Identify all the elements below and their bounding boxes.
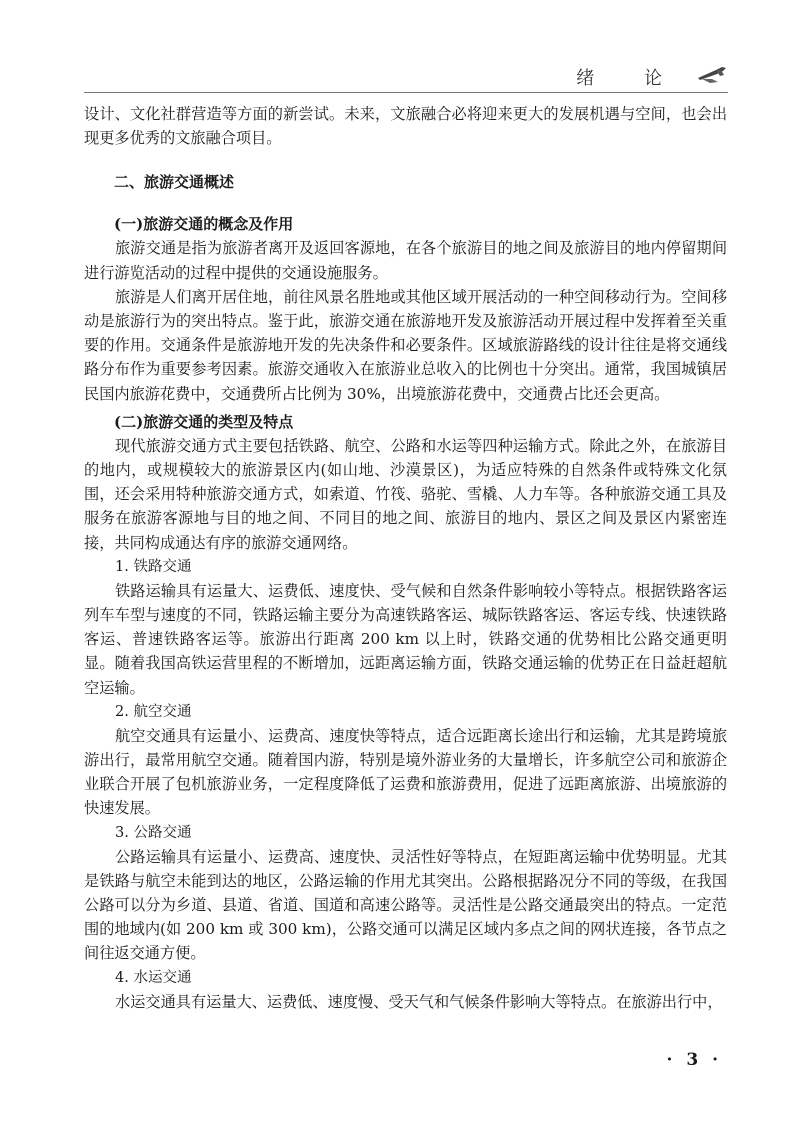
pen-icon bbox=[696, 64, 728, 86]
paragraph-role: 旅游是人们离开居住地，前往风景名胜地或其他区域开展活动的一种空间移动行为。空间移动是旅游行为的突出特点。鉴于此，旅游交通在旅游地开发及旅游活动开展过程中发挥着至关重要的作用。交通条件是旅游地开发的先决条件和必要条件。区域旅游路线的设计往往是将交通线路分布作为重要参考因素。旅游交通收入在旅游业总收入的比例也十分突出。通常，我国城镇居民国内旅游花费中，交通费所占比例为 30%，出境旅游花费中，交通费占比还会更高。 bbox=[84, 287, 727, 403]
running-header bbox=[84, 60, 728, 93]
subsection-heading-types: (二)旅游交通的类型及特点 bbox=[114, 412, 294, 431]
paragraph-highway: 公路运输具有运量小、运费高、速度快、灵活性好等特点，在短距离运输中优势明显。尤其是铁路与航空未能到达的地区，公路运输的作用尤其突出。公路根据路况分不同的等级，在我国公路可以分为乡道、县道、省道、国道和高速公路等。灵活性是公路交通最突出的特点。一定范围的地域内(如 200 km 或 300 km)，公路交通可以满足区域内多点之间的网状连接，各节点之间往返交通方便。 bbox=[84, 847, 727, 963]
paragraph-definition: 旅游交通是指为旅游者离开及返回客源地，在各个旅游目的地之间及旅游目的地内停留期间进行游览活动的过程中提供的交通设施服务。 bbox=[84, 239, 727, 282]
paragraph-types: 现代旅游交通方式主要包括铁路、航空、公路和水运等四种运输方式。除此之外，在旅游目的地内，或规模较大的旅游景区内(如山地、沙漠景区)，为适应特殊的自然条件或特殊文化氛围，还会采用特种旅游交通方式，如索道、竹筏、骆驼、雪橇、人力车等。各种旅游交通工具及服务在旅游客源地与目的地之间、不同目的地之间、旅游目的地内、景区之间及景区内紧密连接，共同构成通达有序的旅游交通网络。 bbox=[84, 436, 727, 552]
item-heading-waterway: 4. 水运交通 bbox=[115, 969, 192, 986]
page-number: · 3 · bbox=[666, 1050, 722, 1070]
item-heading-highway: 3. 公路交通 bbox=[115, 824, 192, 841]
page-body bbox=[84, 102, 727, 1014]
paragraph-continuation: 设计、文化社群营造等方面的新尝试。未来，文旅融合必将迎来更大的发展机遇与空间，也会出现更多优秀的文旅融合项目。 bbox=[84, 105, 727, 148]
item-heading-railway: 1. 铁路交通 bbox=[115, 558, 192, 575]
section-heading: 二、旅游交通概述 bbox=[114, 173, 235, 192]
subsection-heading-concept: (一)旅游交通的概念及作用 bbox=[114, 215, 294, 234]
paragraph-railway: 铁路运输具有运量大、运费低、速度快、受气候和自然条件影响较小等特点。根据铁路客运列车车型与速度的不同，铁路运输主要分为高速铁路客运、城际铁路客运、客运专线、快速铁路客运、普速铁路客运等。旅游出行距离 200 km 以上时，铁路交通的优势相比公路交通更明显。随着我国高铁运营里程的不断增加，远距离运输方面，铁路交通运输的优势正在日益赶超航空运输。 bbox=[84, 581, 727, 697]
paragraph-waterway: 水运交通具有运量大、运费低、速度慢、受天气和气候条件影响大等特点。在旅游出行中， bbox=[115, 992, 723, 1011]
item-heading-aviation: 2. 航空交通 bbox=[115, 703, 192, 720]
running-header-title: 绪 论 bbox=[576, 68, 684, 89]
paragraph-aviation: 航空交通具有运量小、运费高、速度快等特点，适合远距离长途出行和运输，尤其是跨境旅游出行，最常用航空交通。随着国内游，特别是境外游业务的大量增长，许多航空公司和旅游企业联合开展了包机旅游业务，一定程度降低了运费和旅游费用，促进了远距离旅游、出境旅游的快速发展。 bbox=[84, 726, 727, 818]
